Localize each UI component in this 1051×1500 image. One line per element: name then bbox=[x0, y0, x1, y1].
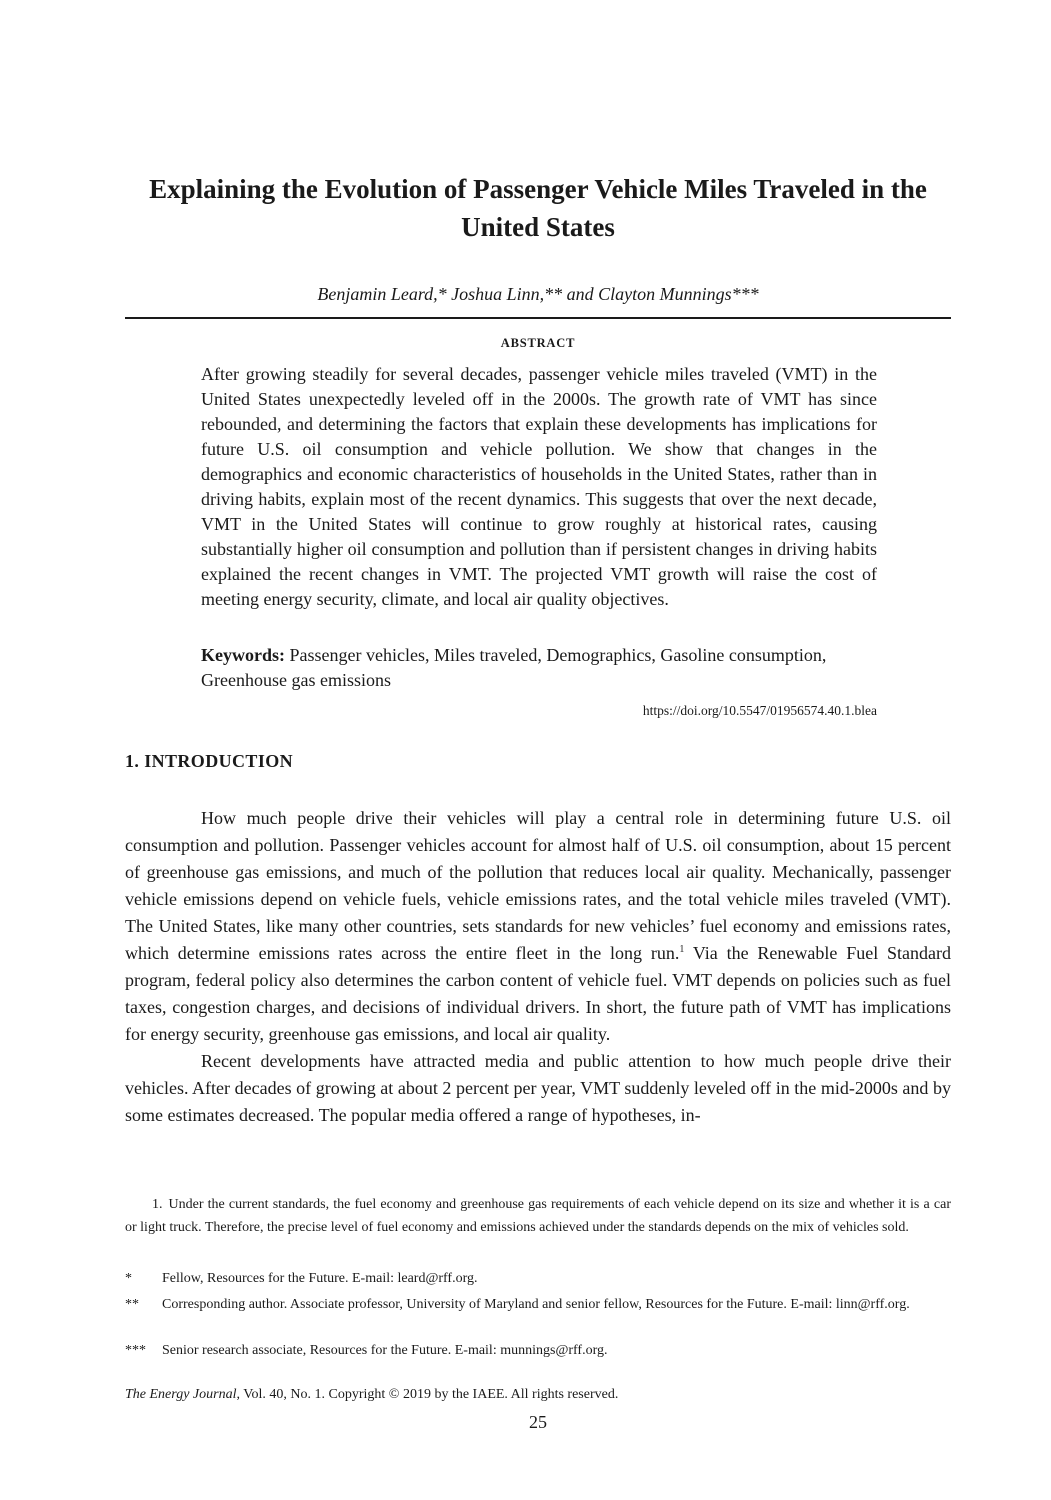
introduction-body bbox=[125, 805, 951, 1129]
abstract-heading: ABSTRACT bbox=[500, 336, 576, 350]
doi-link[interactable]: https://doi.org/10.5547/01956574.40.1.blea bbox=[642, 703, 877, 718]
intro-paragraph-1-text: How much people drive their vehicles will play a central role in determining future U.S. oil consumption and pollution. Passenger vehicles account for almost half of U.S. oil consumption, about 15 percent of greenhouse gas emissions, and much of the pollution that reduces local air quality. Mechanically, passenger vehicle emissions depend on vehicle fuels, vehicle emissions rates, and the total vehicle miles traveled (VMT). The United States, like many other countries, sets standards for new vehicles’ fuel economy and emissions rates, which determine emissions rates across the entire fleet in the long run. bbox=[125, 808, 951, 963]
footnote-1 bbox=[125, 1193, 951, 1239]
intro-paragraph-2: Recent developments have attracted media and public attention to how much people drive their vehicles. After decades of growing at about 2 percent per year, VMT suddenly leveled off in the mid-2000s and by some estimates decreased. The popular media offered a range of hypotheses, in- bbox=[125, 1051, 951, 1125]
affiliation-text: Corresponding author. Associate professor, University of Maryland and senior fellow, Resources for the Future. E-mail: linn@rff.org. bbox=[162, 1297, 910, 1312]
journal-name: The Energy Journal bbox=[125, 1387, 237, 1402]
affiliation-mark: *** bbox=[125, 1343, 146, 1358]
keywords bbox=[201, 643, 877, 693]
author-line: Benjamin Leard,* Joshua Linn,** and Clayton Munnings*** bbox=[317, 284, 759, 304]
affiliation-mark: * bbox=[125, 1271, 132, 1286]
keywords-label: Keywords: bbox=[201, 645, 285, 665]
page-number: 25 bbox=[529, 1412, 547, 1432]
journal-details: , Vol. 40, No. 1. Copyright © 2019 by the IAEE. All rights reserved. bbox=[236, 1387, 619, 1402]
abstract-text: After growing steadily for several decades, passenger vehicle miles traveled (VMT) in the United States unexpectedly leveled off in the 2000s. The growth rate of VMT has since rebounded, and determining the factors that explain these developments has implications for future U.S. oil consumption and vehicle pollution. We show that changes in the demographics and economic characteristics of households in the United States, rather than in driving habits, explain most of the recent dynamics. This suggests that over the next decade, VMT in the United States will continue to grow roughly at historical rates, causing substantially higher oil consumption and pollution than if persistent changes in driving habits explained the recent changes in VMT. The projected VMT growth will raise the cost of meeting energy security, climate, and local air quality objectives. bbox=[201, 364, 877, 609]
footnote-text: Under the current standards, the fuel economy and greenhouse gas requirements of each vehicle depend on its size and whether it is a car or light truck. Therefore, the precise level of fuel economy and emissions achieved under the standards depends on the mix of vehicles sold. bbox=[125, 1197, 951, 1235]
journal-citation bbox=[125, 1385, 951, 1405]
affiliation-text: Fellow, Resources for the Future. E-mail: leard@rff.org. bbox=[162, 1271, 478, 1286]
affiliation-text: Senior research associate, Resources for the Future. E-mail: munnings@rff.org. bbox=[162, 1343, 608, 1358]
footnote-number: 1. bbox=[152, 1197, 163, 1212]
article-title: Explaining the Evolution of Passenger Vehicle Miles Traveled in the United States bbox=[149, 174, 927, 242]
keywords-list: Passenger vehicles, Miles traveled, Demographics, Gasoline consumption, Greenhouse gas emissions bbox=[201, 645, 827, 690]
title-divider bbox=[125, 317, 951, 319]
footnote-reference[interactable]: 1 bbox=[679, 944, 685, 955]
intro-paragraph-1 bbox=[125, 805, 951, 1048]
affiliation-mark: ** bbox=[125, 1297, 139, 1312]
intro-paragraph-1-cont: Via the Renewable Fuel Standard program, federal policy also determines the carbon content of vehicle fuel. VMT depends on policies such as fuel taxes, congestion charges, and decisions of individual drivers. In short, the future path of VMT has implications for energy security, greenhouse gas emissions, and local air quality. bbox=[125, 943, 951, 1044]
section-heading: 1. INTRODUCTION bbox=[125, 751, 294, 771]
